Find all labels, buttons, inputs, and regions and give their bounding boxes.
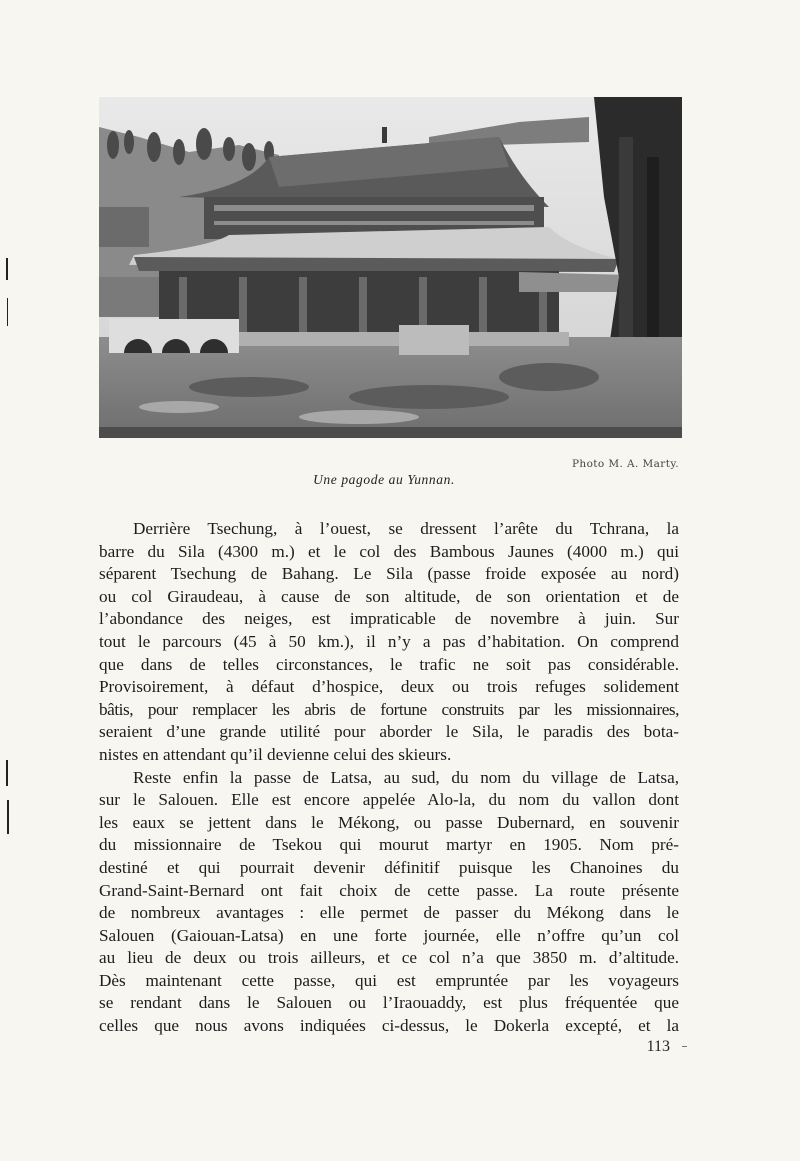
- text-line: sur le Salouen. Elle est encore appelée Alo-la, du nom du vallon dont: [99, 790, 679, 810]
- text-line: de nombreux avantages : elle permet de passer du Mékong dans le: [99, 903, 679, 923]
- text-line: tout le parcours (45 à 50 km.), il n’y a pas d’habitation. On comprend: [99, 631, 679, 651]
- page-number: 113: [646, 1038, 670, 1055]
- photo-caption: Une pagode au Yunnan.: [313, 472, 455, 487]
- text-line: destiné et qui pourrait devenir définitif puisque les Chanoines du: [99, 857, 679, 877]
- text-line: se rendant dans le Salouen ou l’Iraouaddy, est plus fréquentée que: [99, 993, 679, 1013]
- text-line: du missionnaire de Tsekou qui mourut martyr en 1905. Nom pré-: [99, 835, 679, 855]
- text-line: au lieu de deux ou trois ailleurs, et ce col n’a que 3850 m. d’altitude.: [99, 948, 679, 968]
- scan-margin-mark: [7, 298, 8, 326]
- text-line: celles que nous avons indiquées ci-dessus, le Dokerla excepté, et la: [99, 1016, 679, 1036]
- text-line: barre du Sila (4300 m.) et le col des Bambous Jaunes (4000 m.) qui: [99, 541, 679, 561]
- pagoda-photograph: [99, 97, 682, 438]
- text-line: nistes en attendant qu’il devienne celui des skieurs.: [99, 744, 452, 764]
- scan-margin-mark: [7, 800, 9, 834]
- photo-credit: Photo M. A. Marty.: [571, 458, 679, 470]
- scan-margin-mark: [6, 760, 8, 786]
- text-line: bâtis, pour remplacer les abris de fortune construits par les missionnaires,: [99, 699, 679, 719]
- text-line: les eaux se jettent dans le Mékong, ou passe Dubernard, en souvenir: [99, 812, 679, 832]
- text-line: Grand-Saint-Bernard ont fait choix de cette passe. La route présente: [99, 880, 679, 900]
- pagoda-illustration: [99, 97, 682, 438]
- text-line: Derrière Tsechung, à l’ouest, se dressent l’arête du Tchrana, la: [133, 519, 679, 538]
- text-line: ou col Giraudeau, à cause de son altitude, de son orientation et de: [99, 586, 679, 606]
- text-line: Salouen (Gaiouan-Latsa) en une forte journée, elle n’offre qu’un col: [99, 925, 679, 945]
- scan-margin-mark: [6, 258, 8, 280]
- body-text: [99, 518, 679, 1038]
- text-line: l’abondance des neiges, est impraticable de novembre à juin. Sur: [99, 609, 679, 629]
- text-line: que dans de telles circonstances, le trafic ne soit pas considérable.: [99, 654, 679, 674]
- text-line: Provisoirement, à défaut d’hospice, deux ou trois refuges solidement: [99, 677, 679, 697]
- text-line: seraient d’une grande utilité pour aborder le Sila, le paradis des bota-: [99, 722, 679, 742]
- page-number-dash: [682, 1046, 687, 1047]
- text-line: séparent Tsechung de Bahang. Le Sila (passe froide exposée au nord): [99, 564, 679, 584]
- text-line: Dès maintenant cette passe, qui est empruntée par les voyageurs: [99, 970, 679, 990]
- text-line: Reste enfin la passe de Latsa, au sud, du nom du village de Latsa,: [133, 767, 679, 787]
